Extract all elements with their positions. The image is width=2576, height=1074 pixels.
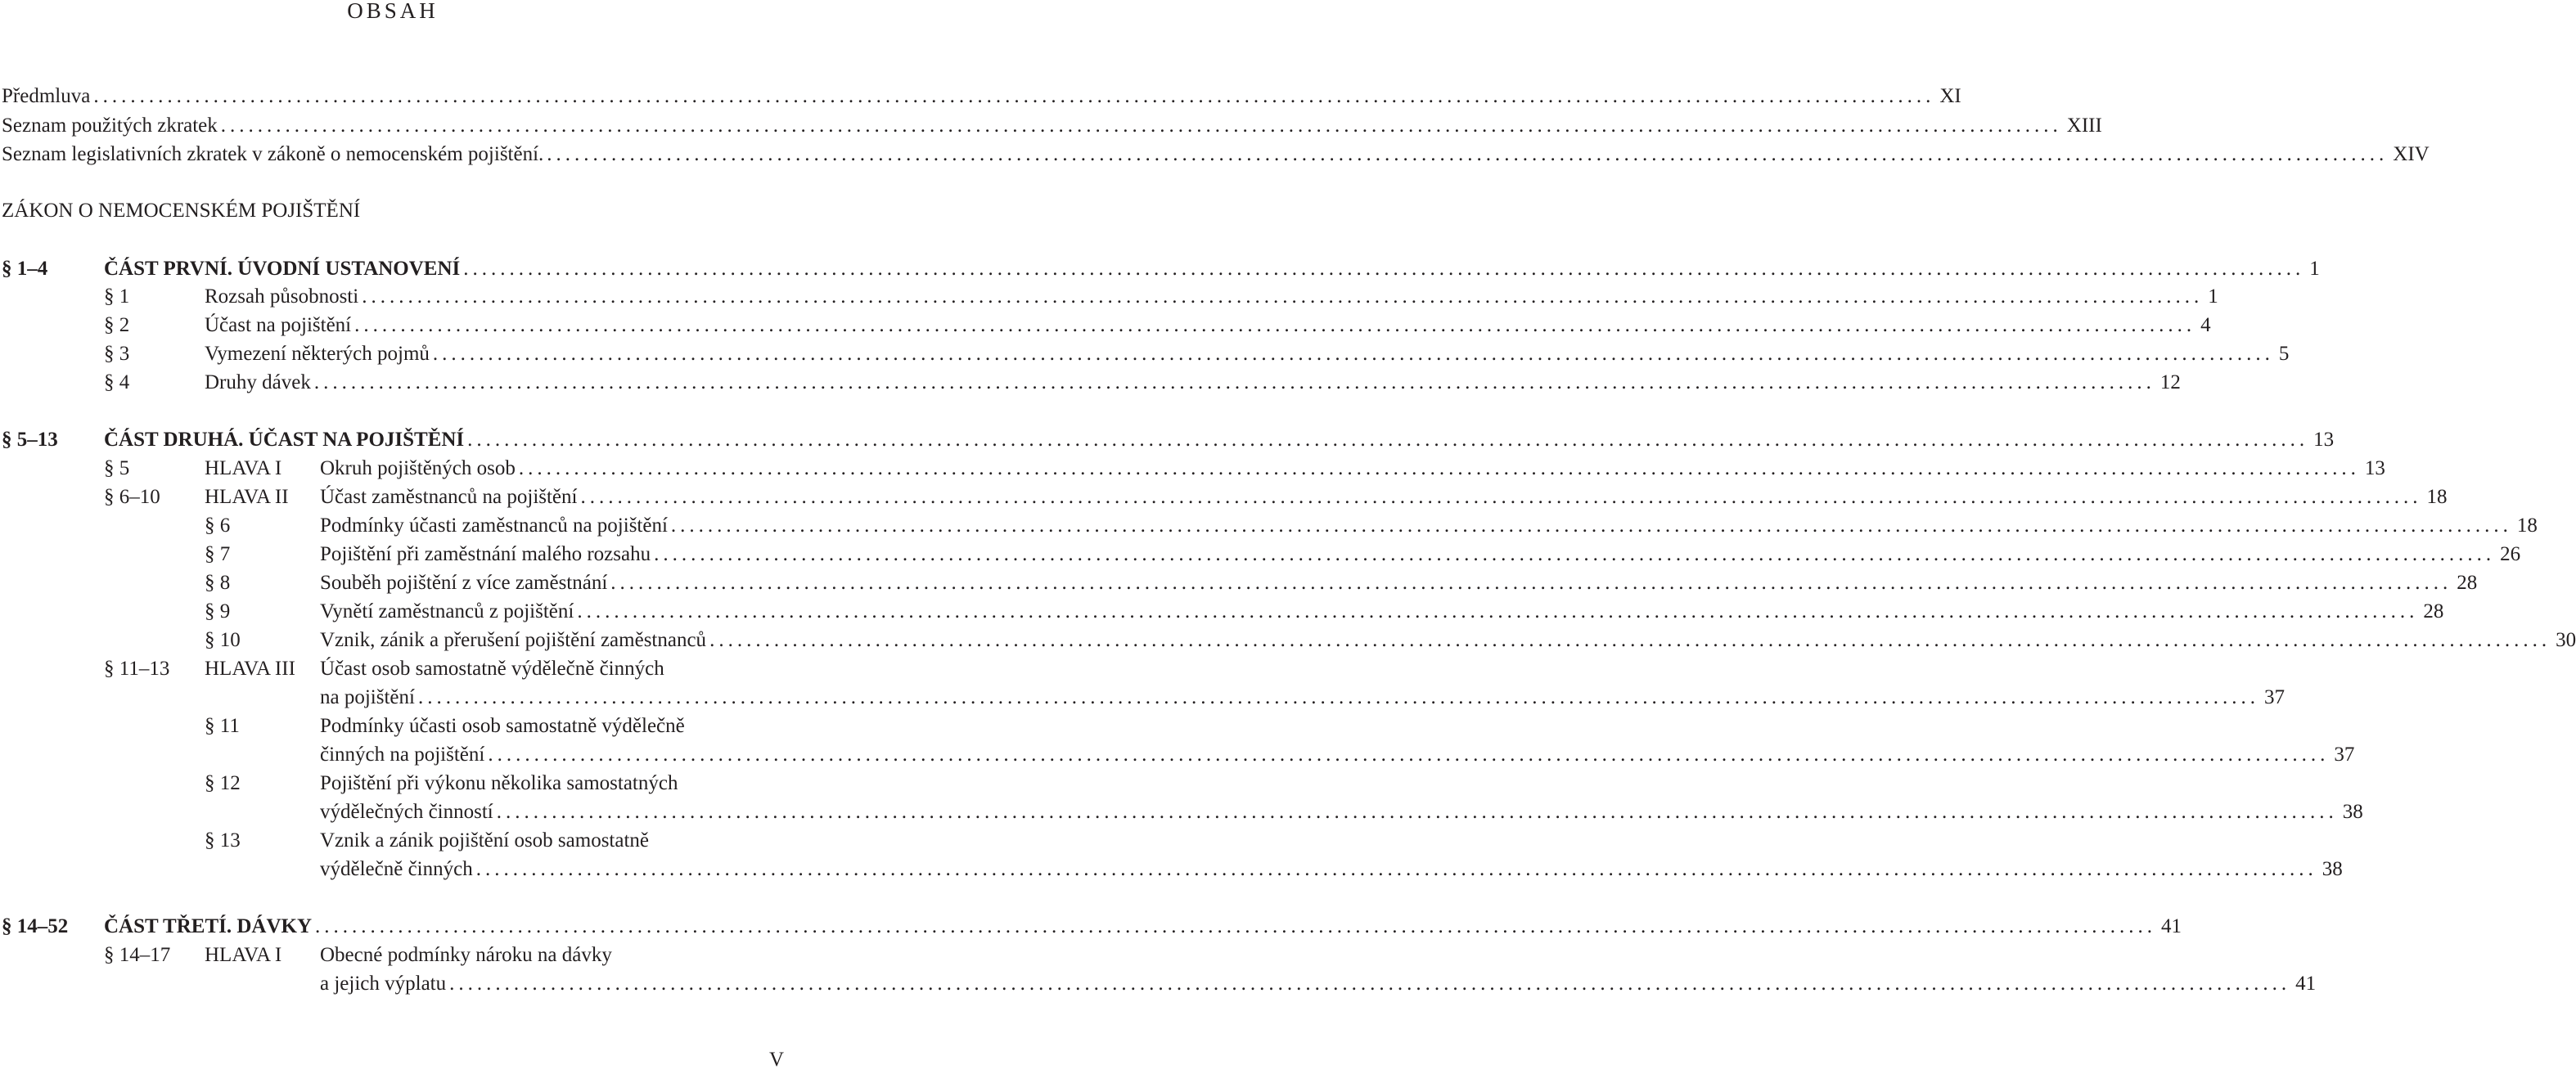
toc-entry-page: 18 [2516, 515, 2538, 537]
toc-entry-page: XIII [2066, 115, 2102, 137]
chapter-label: HLAVA III [205, 658, 295, 680]
toc-entry-title: Okruh pojištěných osob [320, 457, 516, 479]
toc-entry-page: 13 [2313, 429, 2335, 451]
toc-entry-title: Pojištění při zaměstnání malého rozsahu [320, 543, 651, 565]
leader-dots: ........................................................................................................................................................................................................ [709, 629, 2551, 651]
toc-entry-title: Rozsah působnosti [205, 285, 359, 308]
toc-entry-title-cont: a jejich výplatu [320, 973, 447, 995]
toc-entry[interactable] [104, 425, 2335, 454]
toc-entry-title-cont: na pojištění [320, 686, 415, 708]
chapter-label: HLAVA I [205, 944, 282, 966]
section-number: § 13 [205, 829, 241, 852]
section-number: § 1–4 [2, 258, 48, 280]
page-heading: OBSAH [347, 0, 439, 23]
section-number: § 9 [205, 600, 231, 622]
leader-dots: ........................................................................................................................................................................................................ [518, 457, 2360, 479]
toc-entry-title: Účast zaměstnanců na pojištění [320, 486, 578, 508]
section-number: § 8 [205, 572, 231, 594]
toc-entry-title: Předmluva [2, 85, 91, 107]
toc-entry-page: 13 [2364, 457, 2385, 479]
toc-entry-page: 12 [2159, 371, 2181, 393]
toc-entry-title: Pojištění při výkonu několika samostatných [320, 772, 678, 794]
leader-dots: ........................................................................................................................................................................................................ [580, 486, 2422, 508]
toc-entry-page: XI [1939, 85, 1961, 107]
chapter-label: HLAVA I [205, 457, 282, 479]
toc-entry-title: Souběh pojištění z více zaměstnání [320, 572, 608, 594]
section-number: § 14–52 [2, 915, 69, 937]
toc-entry-title: ČÁST PRVNÍ. ÚVODNÍ USTANOVENÍ [104, 258, 461, 280]
leader-dots: ........................................................................................................................................................................................................ [654, 543, 2496, 565]
chapter-label: HLAVA II [205, 486, 289, 508]
toc-entry-page: 1 [2309, 258, 2320, 280]
toc-entry-title: Vznik a zánik pojištění osob samostatně [320, 829, 650, 852]
law-title: ZÁKON O NEMOCENSKÉM POJIŠTĚNÍ [2, 200, 361, 222]
toc-entry-title: ČÁST DRUHÁ. ÚČAST NA POJIŠTĚNÍ [104, 429, 465, 451]
section-number: § 3 [104, 343, 130, 365]
section-number: § 11–13 [104, 658, 170, 680]
toc-entry-title: Vymezení některých pojmů [205, 343, 430, 365]
page-number: V [768, 1049, 784, 1071]
leader-dots: ........................................................................................................................................................................................................ [610, 572, 2452, 594]
toc-entry[interactable] [320, 483, 2448, 511]
leader-dots: ........................................................................................................................................................................................................ [432, 343, 2274, 365]
toc-entry[interactable] [205, 311, 2211, 339]
section-number: § 5 [104, 457, 130, 479]
leader-dots: ........................................................................................................................................................................................................ [315, 915, 2157, 937]
section-number: § 14–17 [104, 944, 171, 966]
leader-dots: ........................................................................................................................................................................................................ [220, 115, 2062, 137]
section-number: § 6 [205, 515, 231, 537]
leader-dots: ........................................................................................................................................................................................................ [467, 429, 2309, 451]
toc-entry-page: 28 [2457, 572, 2478, 594]
toc-entry-page: 18 [2426, 486, 2448, 508]
toc-entry-title: Podmínky účasti osob samostatně výdělečně [320, 715, 685, 737]
section-number: § 7 [205, 543, 231, 565]
section-number: § 2 [104, 314, 130, 336]
leader-dots: ........................................................................................................................................................................................................ [547, 143, 2389, 165]
toc-entry[interactable] [205, 339, 2290, 368]
toc-entry[interactable] [320, 740, 2355, 769]
toc-entry-page: 37 [2334, 744, 2355, 766]
section-number: § 6–10 [104, 486, 160, 508]
toc-entry-title: ČÁST TŘETÍ. DÁVKY [104, 915, 313, 937]
toc-entry[interactable] [104, 912, 2182, 941]
toc-entry[interactable] [320, 511, 2538, 540]
toc-entry-title: Účast osob samostatně výdělečně činných [320, 658, 664, 680]
leader-dots: ........................................................................................................................................................................................................ [670, 515, 2512, 537]
toc-entry-page: 41 [2295, 973, 2317, 995]
toc-entry-title: Obecné podmínky nároku na dávky [320, 944, 612, 966]
toc-entry[interactable] [205, 282, 2218, 311]
leader-dots: ........................................................................................................................................................................................................ [354, 314, 2196, 336]
toc-entry-title-cont: výdělečných činností [320, 801, 493, 823]
toc-entry-title: Vynětí zaměstnanců z pojištění [320, 600, 574, 622]
toc-entry-title-cont: činných na pojištění [320, 744, 485, 766]
section-number: § 12 [205, 772, 241, 794]
toc-entry-page: 38 [2342, 801, 2363, 823]
toc-entry-page: 30 [2556, 629, 2576, 651]
toc-entry-title: Druhy dávek [205, 371, 311, 393]
section-number: § 11 [205, 715, 240, 737]
leader-dots: ........................................................................................................................................................................................................ [313, 371, 2155, 393]
toc-entry-page: 41 [2161, 915, 2182, 937]
toc-entry-page: 28 [2423, 600, 2444, 622]
section-number: § 10 [205, 629, 241, 651]
toc-entry-title: Podmínky účasti zaměstnanců na pojištění [320, 515, 668, 537]
toc-entry[interactable] [2, 82, 1961, 110]
toc-entry[interactable] [320, 540, 2521, 568]
toc-entry-title-cont: výdělečně činných [320, 858, 473, 880]
leader-dots: ........................................................................................................................................................................................................ [577, 600, 2419, 622]
toc-entry-page: 37 [2263, 686, 2285, 708]
leader-dots: ........................................................................................................................................................................................................ [362, 285, 2204, 308]
leader-dots: ........................................................................................................................................................................................................ [449, 973, 2291, 995]
toc-entry[interactable] [320, 969, 2317, 998]
toc-entry-page: 1 [2208, 285, 2218, 308]
leader-dots: ........................................................................................................................................................................................................ [496, 801, 2338, 823]
toc-entry-page: XIV [2393, 143, 2430, 165]
toc-entry[interactable] [104, 254, 2320, 283]
toc-entry[interactable] [2, 140, 2430, 169]
toc-entry[interactable] [320, 597, 2444, 626]
toc-entry[interactable] [2, 111, 2102, 140]
toc-entry[interactable] [320, 568, 2478, 597]
leader-dots: ........................................................................................................................................................................................................ [488, 744, 2330, 766]
leader-dots: ........................................................................................................................................................................................................ [463, 258, 2305, 280]
toc-entry-title: Vznik, zánik a přerušení pojištění zaměstnanců [320, 629, 707, 651]
section-number: § 5–13 [2, 429, 58, 451]
toc-entry[interactable] [320, 626, 2576, 654]
toc-entry-title: Seznam legislativních zkratek v zákoně o nemocenském pojištění. [2, 143, 544, 165]
toc-entry[interactable] [320, 683, 2285, 712]
section-number: § 1 [104, 285, 130, 308]
toc-entry[interactable] [320, 798, 2363, 826]
toc-entry[interactable] [320, 855, 2343, 883]
section-number: § 4 [104, 371, 130, 393]
toc-entry-page: 26 [2500, 543, 2521, 565]
leader-dots: ........................................................................................................................................................................................................ [417, 686, 2259, 708]
toc-entry[interactable] [205, 368, 2181, 397]
leader-dots: ........................................................................................................................................................................................................ [93, 85, 1935, 107]
toc-entry-page: 4 [2200, 314, 2211, 336]
toc-entry-title: Seznam použitých zkratek [2, 115, 218, 137]
toc-entry-page: 38 [2322, 858, 2343, 880]
toc-entry-page: 5 [2278, 343, 2290, 365]
leader-dots: ........................................................................................................................................................................................................ [475, 858, 2317, 880]
toc-entry[interactable] [320, 454, 2385, 483]
toc-entry-title: Účast na pojištění [205, 314, 352, 336]
